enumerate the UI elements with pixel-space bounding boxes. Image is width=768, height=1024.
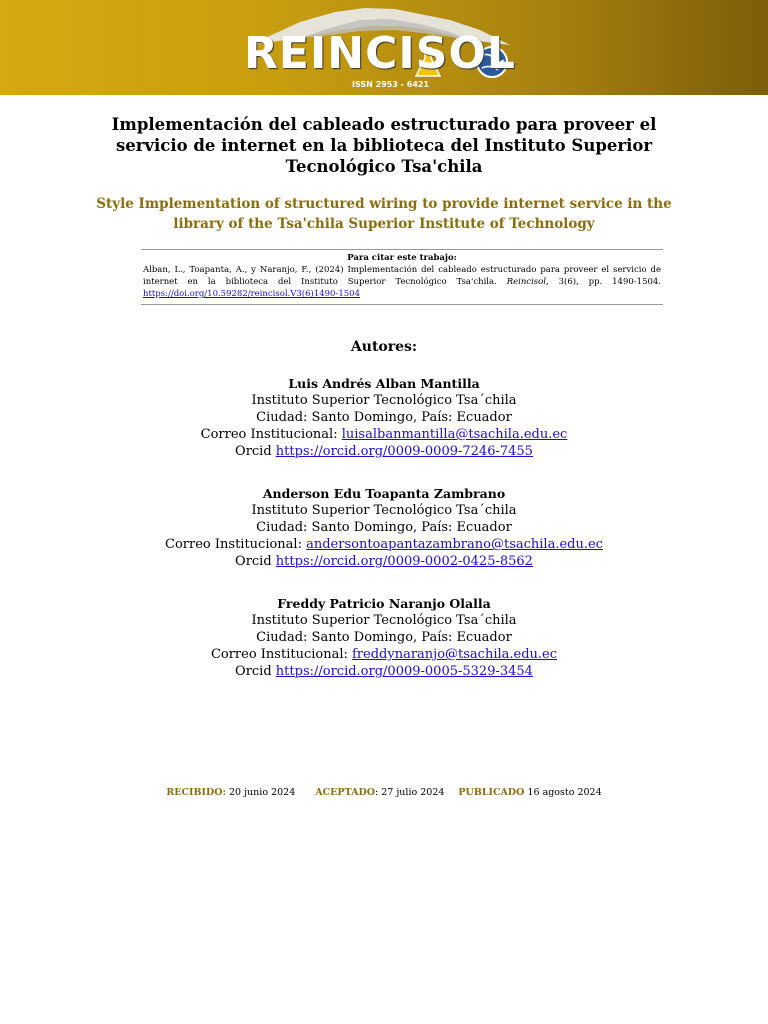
accepted-date: : 27 julio 2024 — [375, 787, 445, 798]
paper-subtitle-english: Style Implementation of structured wiring to provide internet service in the library of the Tsa'chila Superior Institute of Technology — [96, 196, 672, 232]
author-name: Freddy Patricio Naranjo Olalla — [277, 596, 491, 611]
author-institution: Instituto Superior Tecnológico Tsa´chila — [251, 613, 517, 628]
received-label: RECIBIDO: — [166, 787, 226, 798]
author-city: Ciudad: Santo Domingo, País: Ecuador — [256, 520, 512, 535]
author-email-label: Correo Institucional: — [210, 647, 353, 662]
accepted-label: ACEPTADO — [315, 787, 376, 798]
author-name: Luis Andrés Alban Mantilla — [288, 376, 480, 391]
journal-banner — [0, 0, 768, 95]
author-email-link[interactable]: freddynaranjo@tsachila.edu.ec — [352, 647, 558, 662]
author-email-link[interactable]: luisalbanmantilla@tsachila.edu.ec — [341, 427, 568, 442]
citation-box — [141, 249, 663, 305]
author-orcid-label: Orcid — [235, 554, 276, 569]
received-date: 20 junio 2024 — [225, 787, 296, 798]
issn-label: ISSN 2953 - 6421 — [352, 80, 430, 89]
author-orcid-label: Orcid — [235, 444, 276, 459]
citation-doi-link[interactable]: https://doi.org/10.59282/reincisol.V3(6)1490-1504 — [143, 289, 360, 299]
authors-heading: Autores: — [350, 339, 418, 355]
citation-text — [141, 264, 663, 300]
author-block-1 — [84, 375, 684, 460]
author-city: Ciudad: Santo Domingo, País: Ecuador — [256, 630, 512, 645]
author-email-label: Correo Institucional: — [165, 537, 307, 552]
publication-dates — [84, 786, 684, 800]
author-email-link[interactable]: andersontoapantazambrano@tsachila.edu.ec — [306, 537, 603, 552]
author-email-label: Correo Institucional: — [200, 427, 342, 442]
citation-journal: Reincisol — [506, 277, 546, 287]
author-orcid-link[interactable]: https://orcid.org/0009-0002-0425-8562 — [275, 554, 533, 569]
author-block-3 — [84, 595, 684, 680]
author-name: Anderson Edu Toapanta Zambrano — [262, 486, 506, 501]
citation-heading: Para citar este trabajo: — [347, 253, 457, 263]
journal-logo-text: REINCISOL — [244, 28, 516, 79]
author-orcid-link[interactable]: https://orcid.org/0009-0009-7246-7455 — [275, 444, 533, 459]
citation-text-before: Alban, L., Toapanta, A., y Naranjo, F., (2024) Implementación del cableado estructurado para proveer el servicio de internet en la biblioteca del Instituto Superior Tecnológico Tsa'chila. — [143, 265, 661, 287]
paper-title: Implementación del cableado estructurado para proveer el servicio de internet en la biblioteca del Instituto Superior Tecnológico Tsa'chila — [111, 115, 657, 176]
author-orcid-link[interactable]: https://orcid.org/0009-0005-5329-3454 — [275, 664, 533, 679]
author-city: Ciudad: Santo Domingo, País: Ecuador — [256, 410, 512, 425]
author-block-2 — [84, 485, 684, 570]
citation-text-after: , 3(6), pp. 1490-1504. — [546, 277, 661, 287]
author-institution: Instituto Superior Tecnológico Tsa´chila — [251, 393, 517, 408]
author-institution: Instituto Superior Tecnológico Tsa´chila — [251, 503, 517, 518]
published-label: PUBLICADO — [458, 787, 525, 798]
published-date: 16 agosto 2024 — [524, 787, 602, 798]
author-orcid-label: Orcid — [235, 664, 276, 679]
